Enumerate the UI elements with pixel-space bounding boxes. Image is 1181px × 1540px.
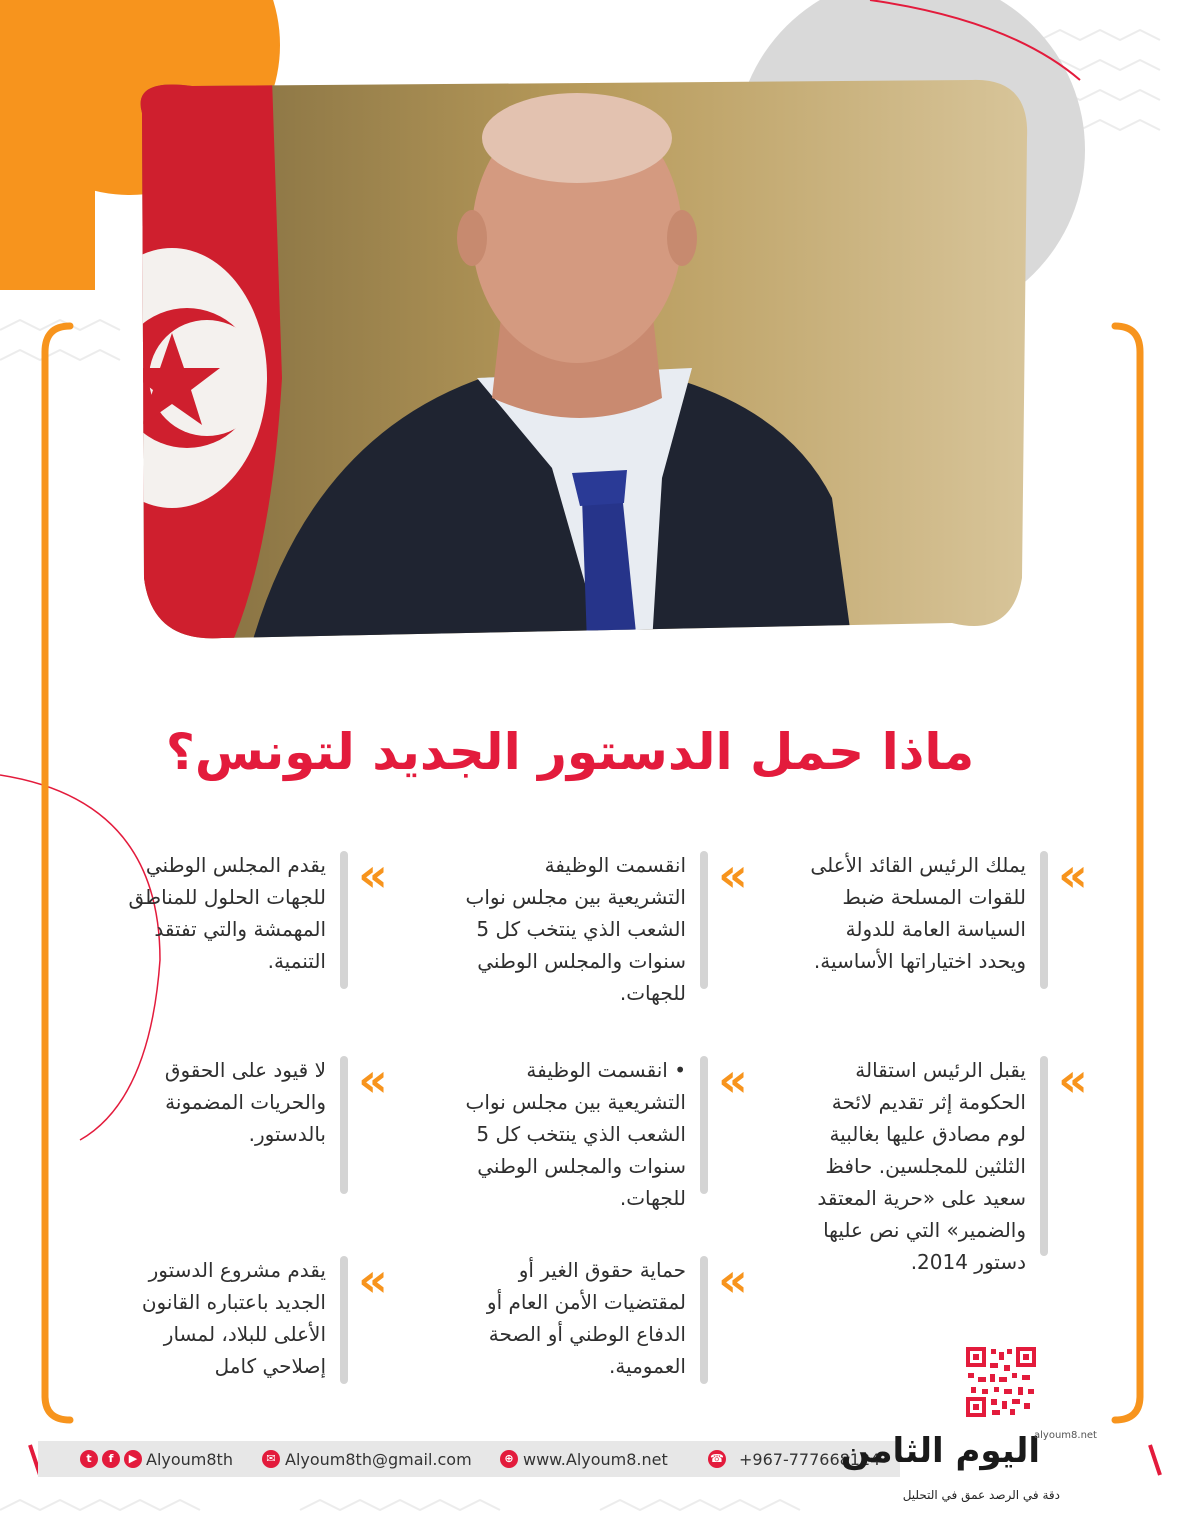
item-text: يقدم المجلس الوطني للجهات الحلول للمناطق المهمشة والتي تفتقد التنمية. [128,853,326,973]
website-text[interactable]: www.Alyoum8.net [523,1449,668,1469]
globe-icon: ⊕ [500,1450,518,1468]
twitter-icon[interactable]: t [80,1450,98,1468]
divider-bar [340,851,348,989]
phone-icon: ☎ [708,1450,726,1468]
social-links[interactable] [80,1447,233,1471]
quote-mark-icon: » [1058,848,1088,902]
logo-tagline: دقة في الرصد عمق في التحليل [902,1488,1060,1502]
item-text: حماية حقوق الغير أو لمقتضيات الأمن العام أو الدفاع الوطني أو الصحة العمومية. [486,1258,686,1378]
divider-bar [340,1056,348,1194]
email-link[interactable] [262,1447,472,1471]
youtube-icon[interactable]: ▶ [124,1450,142,1468]
item-text: يقبل الرئيس استقالة الحكومة إثر تقديم لائحة لوم مصادق عليها بغالبية الثلثين للمجلسين. حافظ سعيد على «حرية المعتقد والضمير» التي نص عليها دستور 2014. [817,1058,1026,1274]
facebook-icon[interactable]: f [102,1450,120,1468]
divider-bar [700,851,708,989]
list-item [790,1053,1090,1274]
quote-mark-icon: » [718,1253,748,1307]
president-photo [132,78,1032,643]
email-icon: ✉ [262,1450,280,1468]
item-text: • انقسمت الوظيفة التشريعية بين مجلس نواب الشعب الذي ينتخب كل 5 سنوات والمجلس الوطني للجهات. [465,1058,686,1210]
email-text[interactable]: Alyoum8th@gmail.com [285,1449,472,1469]
brand-logo: اليوم الثامن [840,1431,1040,1471]
list-item [90,1053,390,1200]
quote-mark-icon: » [358,1053,388,1107]
quote-mark-icon: » [358,1253,388,1307]
page-title: ماذا حمل الدستور الجديد لتونس؟ [165,723,975,781]
divider-bar [700,1256,708,1384]
quote-mark-icon: » [1058,1053,1088,1107]
qr-code-icon[interactable] [966,1347,1036,1417]
list-item [420,1253,750,1390]
phone-text[interactable]: +967-777668124 [739,1449,881,1469]
website-link[interactable] [500,1447,668,1471]
list-item [420,1053,750,1210]
list-item [790,848,1090,1005]
item-text: يقدم مشروع الدستور الجديد باعتباره القانون الأعلى للبلاد، لمسار إصلاحي كامل [141,1258,326,1378]
quote-mark-icon: » [718,848,748,902]
orange-frame-left [45,326,70,1420]
divider-bar [1040,851,1048,989]
divider-bar [340,1256,348,1384]
social-handle[interactable]: Alyoum8th [146,1449,233,1469]
list-item [90,1253,390,1400]
item-text: انقسمت الوظيفة التشريعية بين مجلس نواب الشعب الذي ينتخب كل 5 سنوات والمجلس الوطني للجهات. [465,853,686,1005]
logo-site: alyoum8.net [1034,1430,1097,1441]
quote-mark-icon: » [718,1053,748,1107]
divider-bar [1040,1056,1048,1256]
item-text: يملك الرئيس القائد الأعلى للقوات المسلحة ضبط السياسة العامة للدولة ويحدد اختياراتها الأساسية. [810,853,1026,973]
item-text: لا قيود على الحقوق والحريات المضمونة بالدستور. [164,1058,326,1146]
divider-bar [700,1056,708,1194]
quote-mark-icon: » [358,848,388,902]
list-item [420,848,750,1005]
orange-frame-right [1115,326,1140,1420]
list-item [90,848,390,995]
